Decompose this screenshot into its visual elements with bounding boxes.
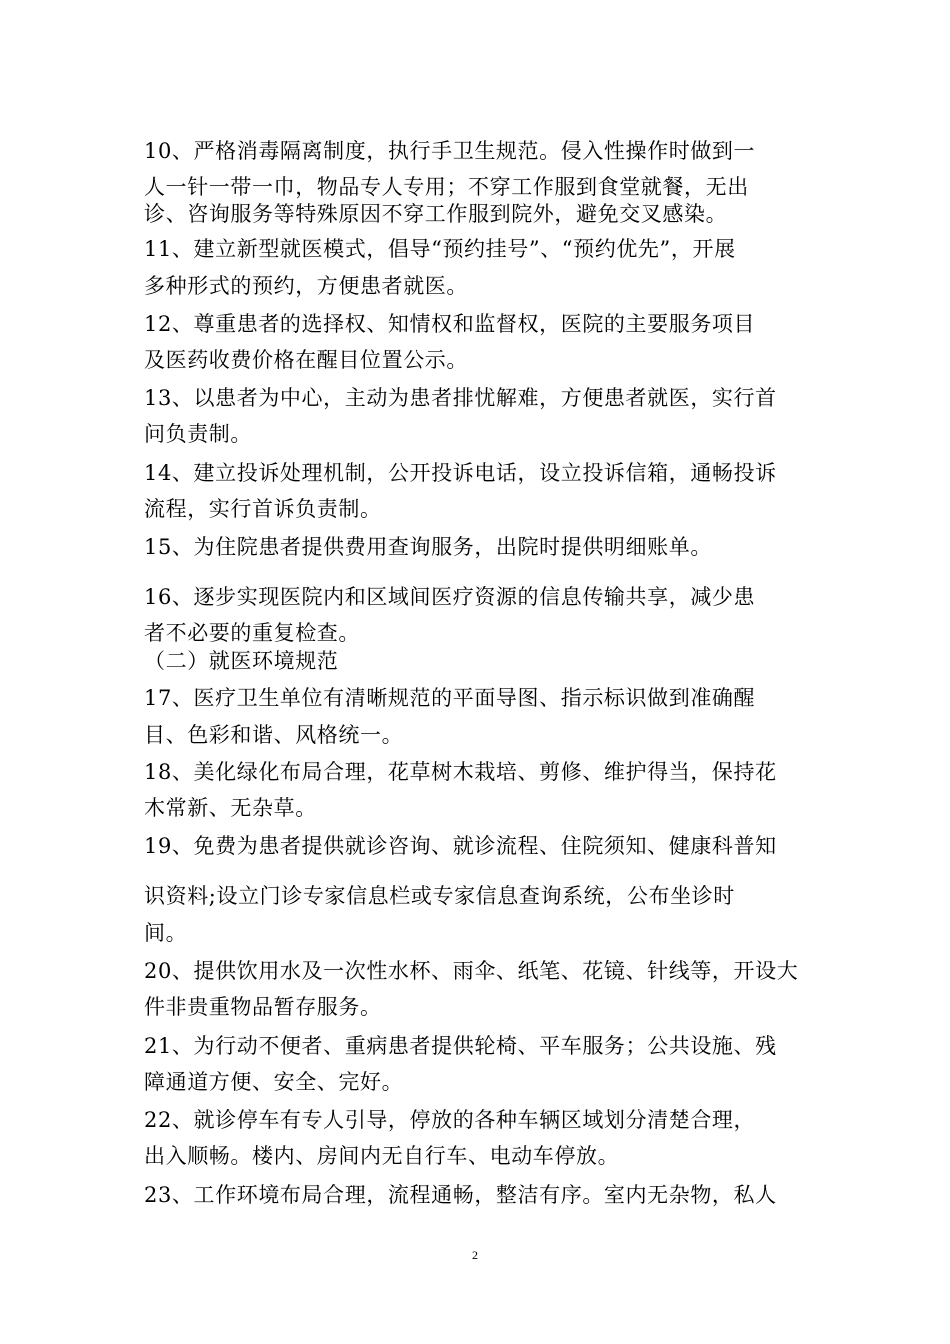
text-line: 16、逐步实现医院内和区域间医疗资源的信息传输共享，减少患 [144, 585, 756, 609]
text-line: 17、医疗卫生单位有清晰规范的平面导图、指示标识做到准确醒 [144, 686, 756, 710]
text-line: 多种形式的预约，方便患者就医。 [144, 274, 468, 298]
text-line: 15、为住院患者提供费用查询服务，出院时提供明细账单。 [144, 535, 712, 559]
text-line: 14、建立投诉处理机制，公开投诉电话，设立投诉信箱，通畅投诉 [144, 461, 777, 485]
text-line: 出入顺畅。楼内、房间内无自行车、电动车停放。 [144, 1144, 620, 1168]
text-line: 流程，实行首诉负责制。 [144, 497, 382, 521]
page-number: 2 [472, 1248, 478, 1262]
text-line: 识资料;设立门诊专家信息栏或专家信息查询系统，公布坐诊时 [144, 884, 735, 908]
text-line: 木常新、无杂草。 [144, 796, 317, 820]
text-line: 22、就诊停车有专人引导，停放的各种车辆区域划分清楚合理， [144, 1108, 756, 1132]
text-line: 目、色彩和谐、风格统一。 [144, 723, 404, 747]
text-line: 及医药收费价格在醒目位置公示。 [144, 348, 468, 372]
text-line: 18、美化绿化布局合理，花草树木栽培、剪修、维护得当，保持花 [144, 760, 777, 784]
text-line: 件非贵重物品暂存服务。 [144, 995, 382, 1019]
text-line: 20、提供饮用水及一次性水杯、雨伞、纸笔、花镜、针线等，开设大 [144, 959, 799, 983]
text-line: 12、尊重患者的选择权、知情权和监督权，医院的主要服务项目 [144, 312, 756, 336]
text-line: 21、为行动不便者、重病患者提供轮椅、平车服务；公共设施、残 [144, 1034, 777, 1058]
text-line: 诊、咨询服务等特殊原因不穿工作服到院外，避免交叉感染。 [144, 202, 728, 226]
section-heading: （二）就医环境规范 [144, 649, 339, 673]
text-line: 者不必要的重复检查。 [144, 621, 360, 645]
text-line: 19、免费为患者提供就诊咨询、就诊流程、住院须知、健康科普知 [144, 834, 777, 858]
text-line: 13、以患者为中心，主动为患者排忧解难，方便患者就医，实行首 [144, 386, 777, 410]
text-line: 人一针一带一巾，物品专人专用；不穿工作服到食堂就餐，无出 [144, 175, 749, 199]
text-line: 问负责制。 [144, 422, 252, 446]
text-line: 10、严格消毒隔离制度，执行手卫生规范。侵入性操作时做到一 [144, 139, 756, 163]
text-line: 23、工作环境布局合理，流程通畅，整洁有序。室内无杂物，私人 [144, 1183, 777, 1207]
text-line: 障通道方便、安全、完好。 [144, 1070, 404, 1094]
text-line: 11、建立新型就医模式，倡导“预约挂号”、“预约优先”，开展 [144, 237, 736, 261]
text-line: 间。 [144, 921, 188, 945]
